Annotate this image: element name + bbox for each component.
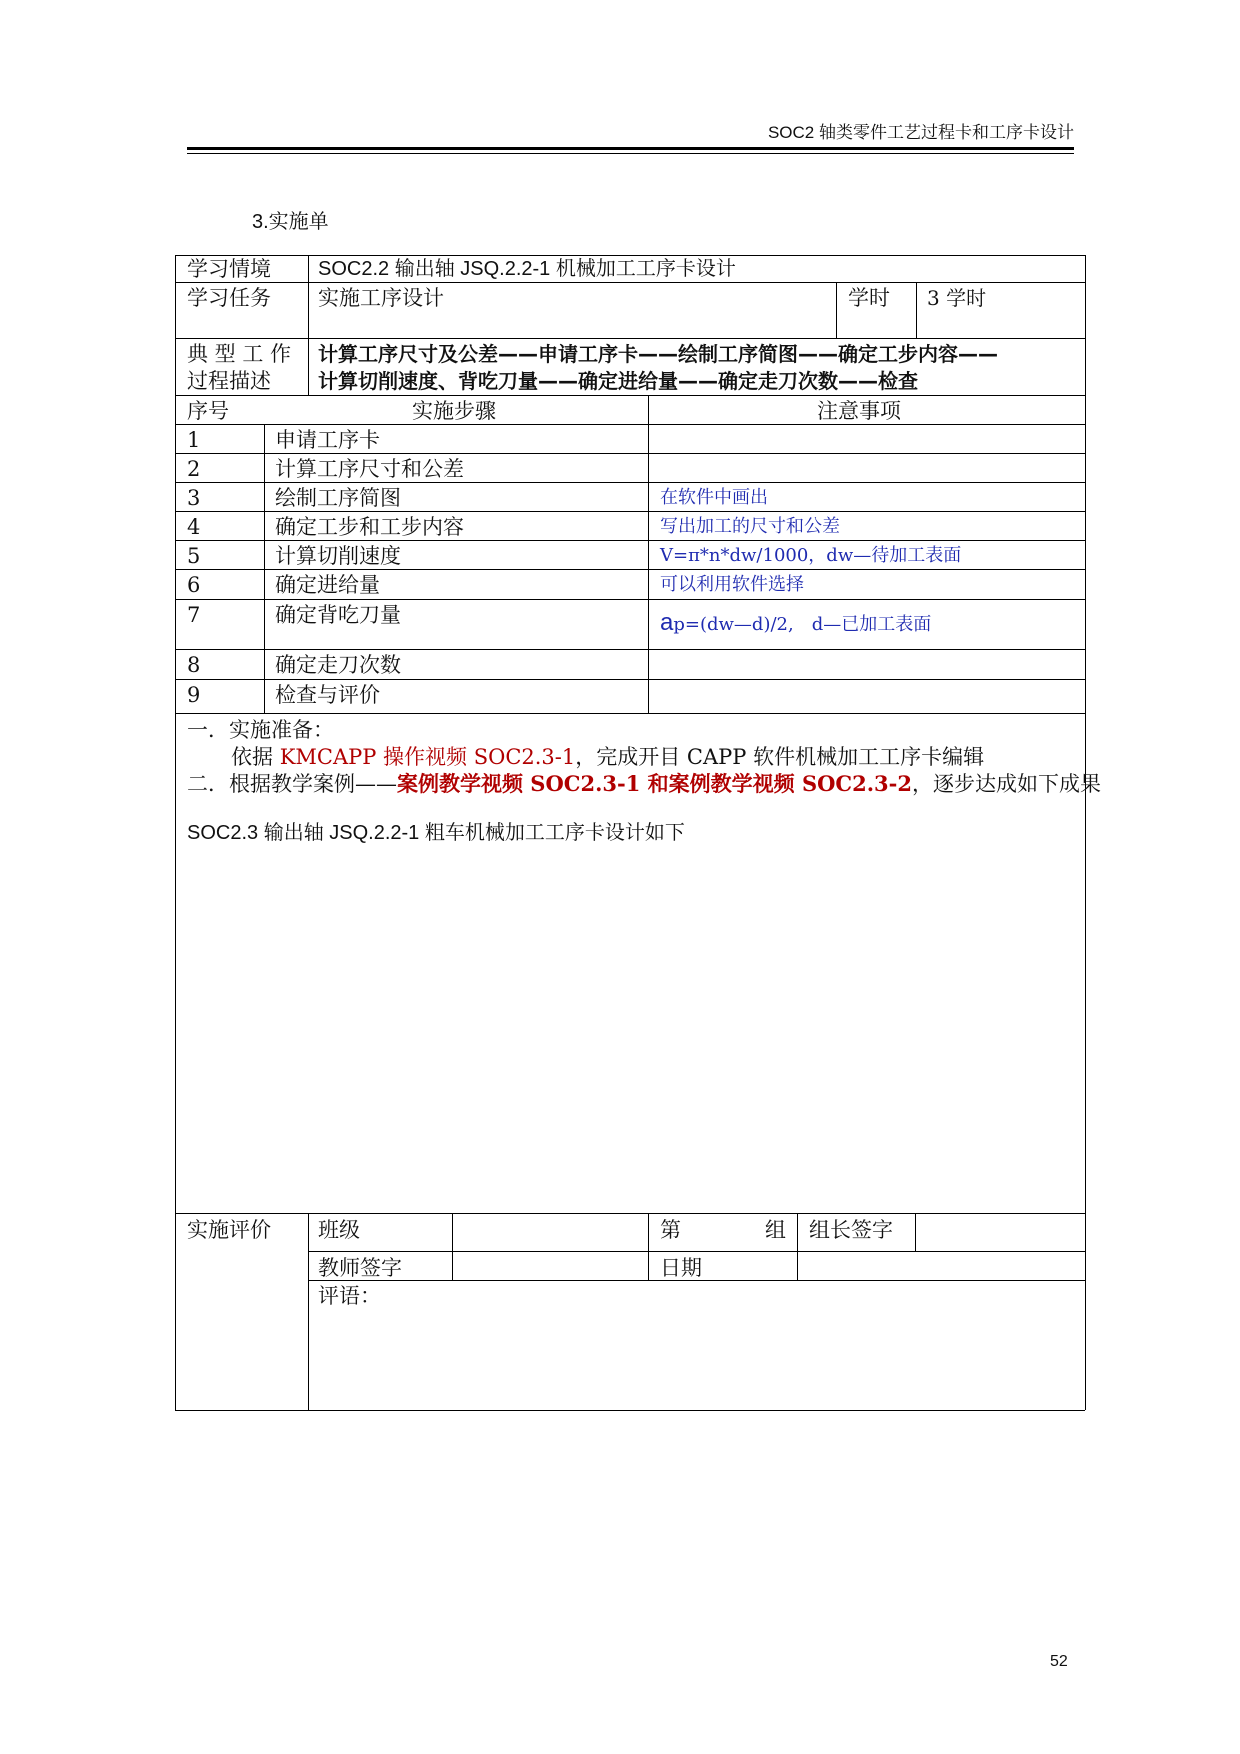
result-line: SOC2.3 输出轴 JSQ.2.2-1 粗车机械加工工序卡设计如下 xyxy=(187,822,685,844)
table-border-left xyxy=(175,255,176,1410)
step-no: 9 xyxy=(187,683,201,707)
teacher-sign-label: 教师签字 xyxy=(318,1256,402,1280)
step-name: 确定工步和工步内容 xyxy=(275,515,464,539)
col-divider xyxy=(797,1213,798,1280)
case-text-c: ，逐步达成如下成果 xyxy=(912,772,1102,796)
col-divider xyxy=(264,424,265,713)
step-name: 计算切削速度 xyxy=(275,544,401,568)
col-header-note: 注意事项 xyxy=(817,399,901,423)
row-divider xyxy=(175,569,1085,570)
row-divider xyxy=(175,649,1085,650)
prep-text-a: 依据 xyxy=(231,745,280,769)
row-divider xyxy=(175,679,1085,680)
task-value: 实施工序设计 xyxy=(318,286,444,310)
row-divider xyxy=(175,338,1085,339)
step-no: 6 xyxy=(187,573,201,597)
step-note: V=π*n*dw/1000，dw—待加工表面 xyxy=(660,545,962,566)
situation-label: 学习情境 xyxy=(187,257,271,281)
row-divider xyxy=(175,395,1085,396)
ap-symbol: a xyxy=(660,609,674,636)
col-divider xyxy=(916,282,917,338)
header-rule-thin xyxy=(187,153,1074,154)
prep-line xyxy=(231,744,984,770)
step-no: 5 xyxy=(187,544,201,568)
hours-value: 3 学时 xyxy=(927,286,987,310)
header-rule-thick xyxy=(187,147,1074,150)
step-no: 2 xyxy=(187,457,201,481)
step-note: 可以利用软件选择 xyxy=(660,574,804,595)
section-title: 3.实施单 xyxy=(252,211,329,233)
col-divider xyxy=(308,1213,309,1410)
col-header-step: 实施步骤 xyxy=(412,399,496,423)
col-divider xyxy=(915,1213,916,1251)
group-label-b: 组 xyxy=(765,1218,786,1242)
step-name: 申请工序卡 xyxy=(275,428,380,452)
col-divider xyxy=(452,1213,453,1280)
step-no: 4 xyxy=(187,515,201,539)
process-desc-line2: 计算切削速度、背吃刀量——确定进给量——确定走刀次数——检查 xyxy=(318,369,918,393)
row-divider xyxy=(175,713,1085,714)
comment-label: 评语： xyxy=(318,1284,381,1308)
process-desc-line1: 计算工序尺寸及公差——申请工序卡——绘制工序简图——确定工步内容—— xyxy=(318,342,998,366)
col-divider xyxy=(648,395,649,713)
process-label-line1: 典 型 工 作 xyxy=(187,342,292,366)
step-no: 7 xyxy=(187,603,201,627)
case-line xyxy=(187,771,1101,797)
step-name: 检查与评价 xyxy=(275,683,380,707)
ap-formula: p=(dw—d)/2, d—已加工表面 xyxy=(673,614,932,635)
row-divider xyxy=(175,282,1085,283)
step-no: 8 xyxy=(187,653,201,677)
situation-value: SOC2.2 输出轴 JSQ.2.2-1 机械加工工序卡设计 xyxy=(318,258,736,280)
group-label-a: 第 xyxy=(660,1218,681,1242)
row-divider xyxy=(175,540,1085,541)
leader-sign-label: 组长签字 xyxy=(809,1218,893,1242)
col-header-no: 序号 xyxy=(187,399,229,423)
class-label: 班级 xyxy=(318,1218,360,1242)
page-number: 52 xyxy=(1050,1653,1068,1670)
step-name: 确定背吃刀量 xyxy=(275,603,401,627)
step-name: 确定走刀次数 xyxy=(275,653,401,677)
implementation-table xyxy=(175,255,1102,1410)
task-label: 学习任务 xyxy=(187,286,271,310)
date-label: 日期 xyxy=(660,1256,702,1280)
step-name: 绘制工序简图 xyxy=(275,486,401,510)
case-video-ref: 案例教学视频 SOC2.3-1 和案例教学视频 SOC2.3-2 xyxy=(397,771,913,796)
step-note: 在软件中画出 xyxy=(660,487,768,508)
prep-text-c: ，完成开目 CAPP 软件机械加工工序卡编辑 xyxy=(575,745,985,769)
row-divider xyxy=(175,482,1085,483)
step-note: 写出加工的尺寸和公差 xyxy=(660,516,840,537)
page-header: SOC2 轴类零件工艺过程卡和工序卡设计 xyxy=(767,123,1074,142)
process-label-line2: 过程描述 xyxy=(187,369,271,393)
row-divider xyxy=(175,511,1085,512)
eval-label: 实施评价 xyxy=(187,1218,271,1242)
step-note xyxy=(660,610,931,638)
prep-video-ref: KMCAPP 操作视频 SOC2.3-1 xyxy=(279,745,576,769)
table-border-bottom xyxy=(175,1410,1085,1411)
col-divider xyxy=(836,282,837,338)
row-divider xyxy=(175,1213,1085,1214)
row-divider xyxy=(175,453,1085,454)
col-divider xyxy=(308,255,309,395)
case-text-a: 二．根据教学案例—— xyxy=(187,772,397,796)
prep-title: 一．实施准备： xyxy=(187,718,334,742)
step-no: 1 xyxy=(187,428,201,452)
table-border-right xyxy=(1085,255,1086,1410)
col-divider xyxy=(648,1213,649,1280)
row-divider xyxy=(308,1251,1085,1252)
row-divider xyxy=(175,599,1085,600)
step-no: 3 xyxy=(187,486,201,510)
hours-label: 学时 xyxy=(848,286,890,310)
step-name: 确定进给量 xyxy=(275,573,380,597)
step-name: 计算工序尺寸和公差 xyxy=(275,457,464,481)
row-divider xyxy=(175,424,1085,425)
